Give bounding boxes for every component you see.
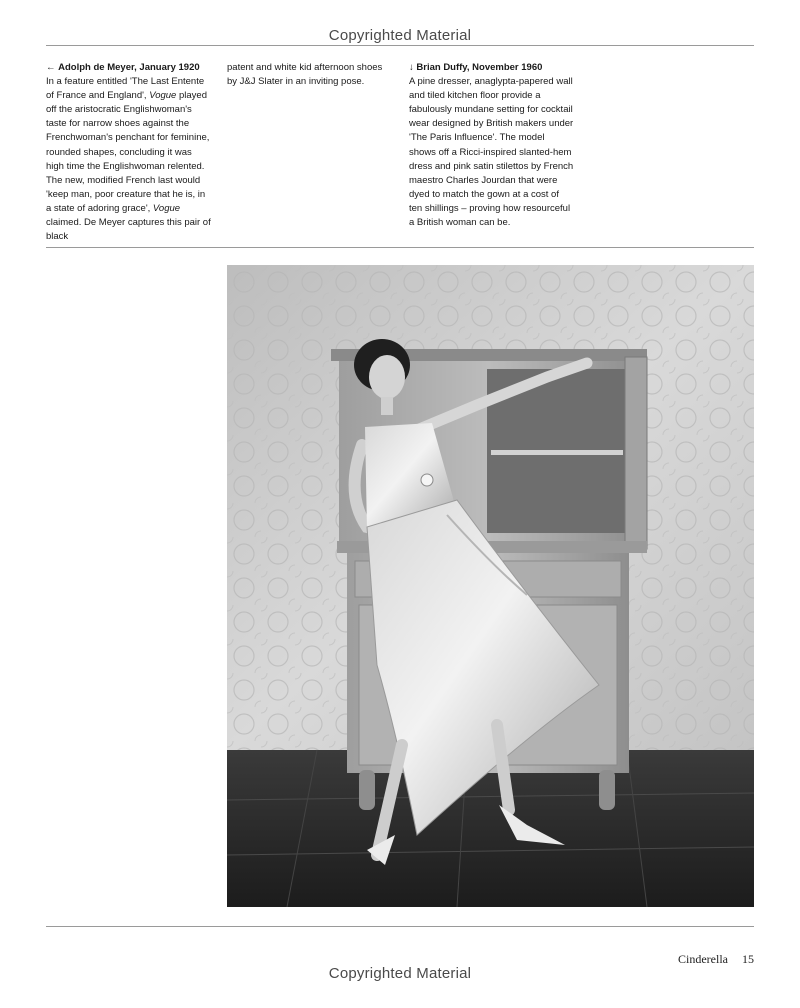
caption-right-column [409,61,574,230]
caption-right-body: A pine dresser, anaglypta-papered wall and tiled kitchen floor provide a fabulously mundane setting for cocktail wear designed by British makers under 'The Paris Influence'. The model shows off a Ricci-inspired slanted-hem dress and pink satin stilettos by French maestro Charles Jourdan that were dyed to match the gown at a cost of ten shillings – proving how resourceful a British woman can be. [409,76,574,229]
caption-left-title: Adolph de Meyer, January 1920 [58,62,200,73]
caption-left-column-1 [46,61,211,244]
fashion-photograph [227,265,754,907]
caption-left-body-3: claimed. De Meyer captures this pair of black [46,217,211,243]
down-arrow-icon: ↓ [409,62,414,73]
watermark-top: Copyrighted Material [328,27,472,44]
left-arrow-icon: ← [46,62,56,73]
caption-left-italic-1: Vogue [149,90,177,102]
caption-left-text [46,61,211,244]
middle-rule [46,247,754,248]
page-number: 15 [742,952,754,966]
watermark-bottom: Copyrighted Material [328,965,472,982]
caption-right-text [409,61,574,230]
caption-left-italic-2: Vogue [152,202,181,214]
caption-left-body-2: played off the aristocratic Englishwoman's taste for narrow shoes against the Frenchwoman's penchant for feminine, rounded shapes, concluding it was high time the Englishwoman relented. The new, modified French last would 'keep man, poor creature that he is, in a state of adoring grace', [46,90,210,214]
caption-left-continuation: patent and white kid afternoon shoes by J&J Slater in an inviting pose. [227,62,383,88]
caption-left-column-2 [227,61,392,89]
tiled-floor [227,750,754,907]
caption-left-body-1: In a feature entitled 'The Last Entente of France and England', [46,76,205,102]
section-title: Cinderella [678,952,728,966]
caption-right-title: Brian Duffy, November 1960 [416,62,543,73]
top-rule [46,45,754,46]
bottom-rule [46,926,754,927]
